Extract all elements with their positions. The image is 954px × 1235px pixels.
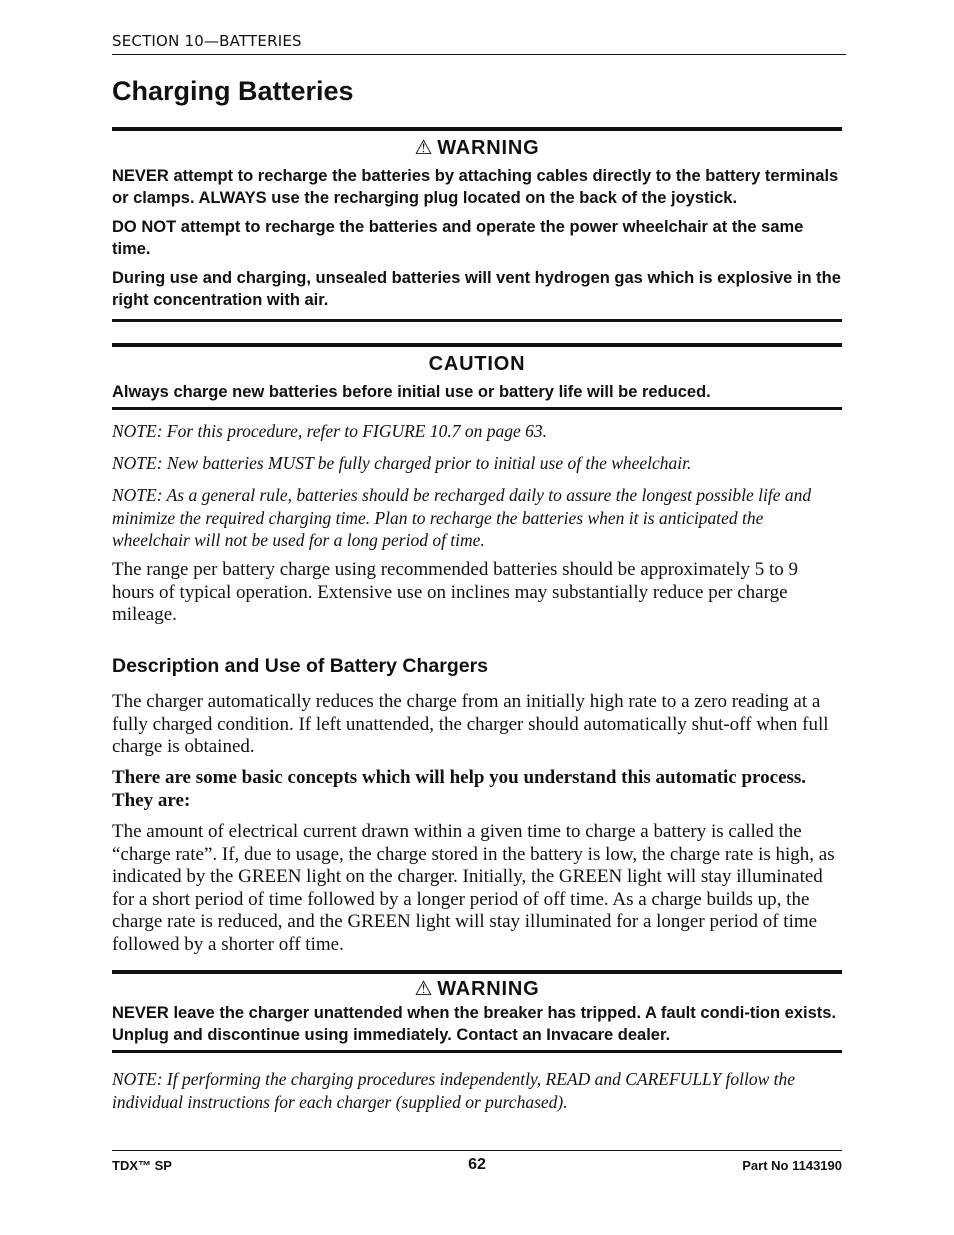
warning-paragraph: NEVER attempt to recharge the batteries by attaching cables directly to the battery terminals or clamps. ALWAYS use the recharging plug located on the back of the joystick. — [112, 167, 839, 207]
subsection-title: Description and Use of Battery Chargers — [112, 655, 489, 677]
warning-title: ⚠ WARNING — [414, 978, 540, 1000]
caution-title: CAUTION — [428, 353, 526, 375]
warning-title: ⚠ WARNING — [414, 137, 540, 159]
body-paragraph-bold: There are some basic concepts which will help you understand this automatic process. They are: — [112, 767, 807, 811]
warning-triangle-icon: ⚠ — [414, 978, 434, 1000]
body-paragraph: The amount of electrical current drawn within a given time to charge a battery is called the “charge rate”. If, due to usage, the charge stored in the battery is low, the charge rate is high, as indicated by the GREEN light on the charger. Initially, the GREEN light will stay illuminated for a short period of time followed by a longer period of off time. As a charge builds up, the charge rate is reduced, and the GREEN light will stay illuminated for a longer period of time followed by a shorter off time. — [112, 821, 835, 955]
note: NOTE: New batteries MUST be fully charged prior to initial use of the wheelchair. — [112, 453, 692, 473]
warning-box-2 — [112, 970, 842, 1053]
footer-product: TDX™ SP — [112, 1158, 172, 1173]
warning-paragraph: DO NOT attempt to recharge the batteries and operate the power wheelchair at the same time. — [112, 218, 804, 258]
warning-box-1 — [112, 127, 842, 322]
footer-part-number: Part No 1143190 — [742, 1158, 842, 1173]
warning-paragraph: NEVER leave the charger unattended when the breaker has tripped. A fault condi-tion exists. Unplug and discontinue using immediately. Contact an Invacare dealer. — [112, 1004, 837, 1044]
caution-box — [112, 343, 842, 410]
warning-paragraph: During use and charging, unsealed batteries will vent hydrogen gas which is explosive in the right concentration with air. — [112, 269, 841, 309]
note: NOTE: If performing the charging procedures independently, READ and CAREFULLY follow the individual instructions for each charger (supplied or purchased). — [112, 1069, 796, 1112]
warning-triangle-icon: ⚠ — [414, 137, 434, 159]
body-paragraph: The range per battery charge using recommended batteries should be approximately 5 to 9 hours of typical operation. Extensive use on inclines may substantially reduce per charge mileage. — [112, 559, 799, 625]
page-title: Charging Batteries — [112, 76, 354, 106]
note: NOTE: As a general rule, batteries should be recharged daily to assure the longest possible life and minimize the required charging time. Plan to recharge the batteries when it is anticipated the wheelchair will not be used for a long period of time. — [112, 485, 812, 550]
section-header: SECTION 10—BATTERIES — [112, 32, 846, 55]
note: NOTE: For this procedure, refer to FIGURE 10.7 on page 63. — [112, 421, 548, 441]
page-footer — [112, 1150, 842, 1173]
caution-text: Always charge new batteries before initial use or battery life will be reduced. — [112, 383, 711, 401]
page-number: 62 — [468, 1156, 486, 1173]
body-paragraph: The charger automatically reduces the charge from an initially high rate to a zero reading at a fully charged condition. If left unattended, the charger should automatically shut-off when full charge is obtained. — [112, 691, 829, 757]
